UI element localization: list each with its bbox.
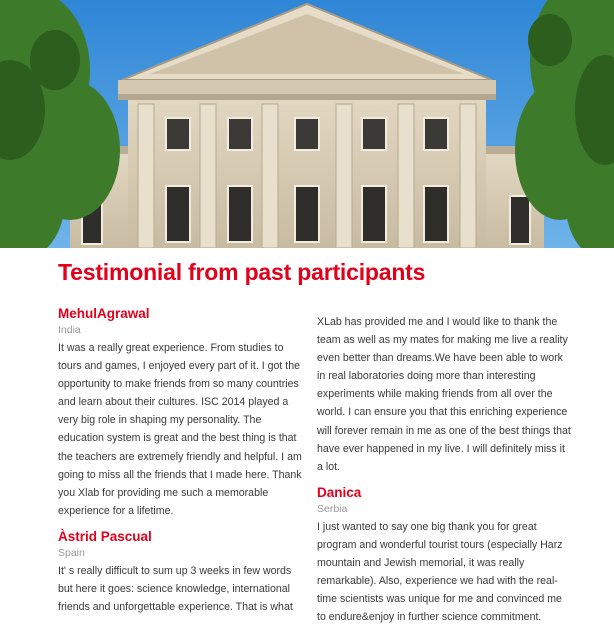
testimonial-text: I just wanted to say one big thank you for great program and wonderful tourist tours (especially Harz mountain and Jewish memorial, it was really remarkable). Also, experience we had with the real-time scientists was unique for me and convinced me to endure&enjoy in further science commitment. — [317, 520, 563, 624]
building-illustration — [0, 0, 614, 248]
testimonial-name: Danica — [317, 484, 362, 500]
testimonial-text: It was a really great experience. From studies to tours and games, I enjoyed every part of it. I got the opportunity to make friends from so many countries and learn about their cultures. ISC 2014 played a very big role in shaping my personality. The education system is great and the best thing is that the teachers are extremely friendly and helpful. I am going to miss all the friends that I made here. Thank you Xlab for providing me such a memorable experience for a lifetime. — [58, 342, 302, 517]
testimonial-text-continued: XLab has provided me and I would like to thank the team as well as my mates for making me live a reality even better than dreams.We have been able to work in real laboratories doing more than interesting experiments while making friends from all over the world. I can ensure you that this enriching experience will forever remain in me as one of the best things that have ever happened in my live. I will definitely miss it a lot. — [317, 316, 571, 473]
hero-photo — [0, 0, 614, 248]
testimonial-name: MehulAgrawal — [58, 306, 150, 321]
testimonials-column-left — [58, 305, 308, 616]
testimonial-country: Serbia — [317, 502, 348, 515]
testimonial-text: It' s really difficult to sum up 3 weeks in few words but here it goes: science knowledge, international friends and unforgettable experience. That is what — [58, 564, 293, 614]
testimonial-card — [58, 305, 308, 520]
testimonials-column-right — [317, 313, 573, 626]
testimonial-name: Àstrid Pascual — [58, 528, 152, 544]
page-title: Testimonial from past participants — [58, 259, 426, 285]
testimonial-country: India — [58, 324, 81, 336]
testimonial-country: Spain — [58, 546, 85, 559]
testimonial-card — [58, 528, 308, 616]
testimonial-card — [317, 484, 573, 626]
